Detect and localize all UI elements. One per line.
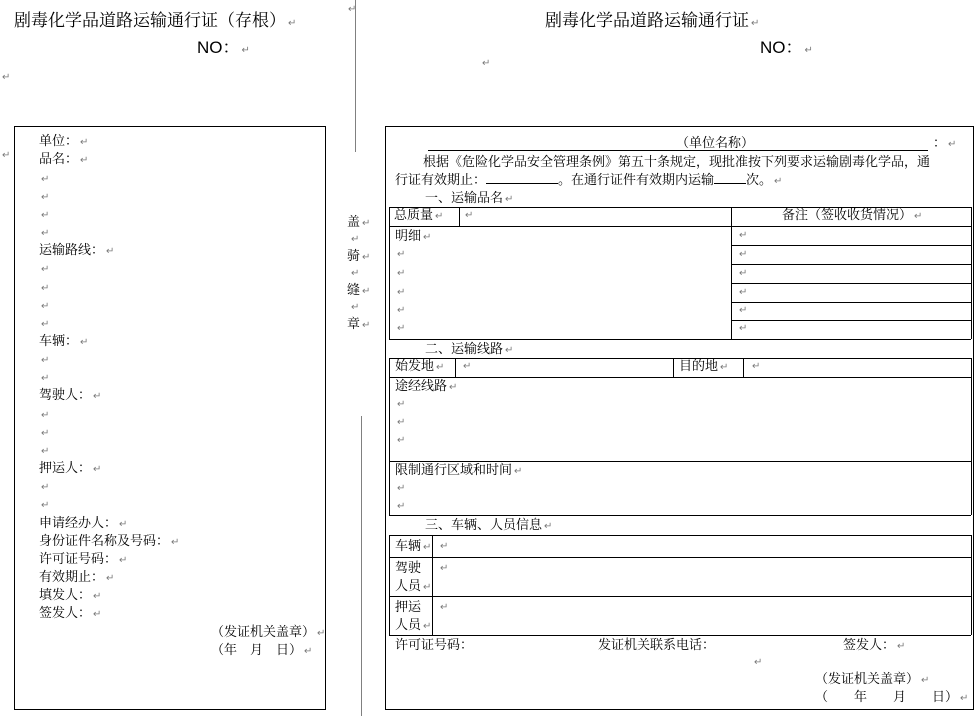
remarks-header: 备注（签收收货情况） ↵: [782, 208, 923, 223]
origin-label: 始发地 ↵: [395, 359, 445, 374]
stub-id-doc-label: 身份证件名称及号码： ↵: [39, 534, 180, 549]
stub-unit-label: 单位： ↵: [39, 134, 89, 149]
destination-label: 目的地 ↵: [679, 359, 729, 374]
driver-label-1: 驾驶: [395, 561, 422, 576]
permit-title: 剧毒化学品道路运输通行证 ↵: [545, 11, 760, 31]
stub-issuer-label: 签发人： ↵: [39, 606, 102, 621]
stub-vehicle-label: 车辆： ↵: [39, 334, 89, 349]
seam-char-4: 章 ↵: [347, 317, 371, 332]
seam-char-2: 骑 ↵: [347, 249, 371, 264]
stub-permit-no-label: 许可证号码： ↵: [39, 552, 128, 567]
stub-no-label: NO： ↵: [197, 38, 250, 57]
section1-title: 一、运输品名 ↵: [425, 191, 514, 206]
permit-seal-text: （发证机关盖章） ↵: [815, 672, 930, 687]
stub-box: 单位： ↵ 品名： ↵ ↵ ↵ ↵ ↵ 运输路线： ↵ ↵ ↵ ↵ ↵ 车辆： ↵ ↵ ↵ 驾驶人： ↵ ↵ ↵ ↵ 押运人： ↵ ↵ ↵ 申请经办人： ↵ 身份证件名称及号码： ↵ 许可证号码： ↵ 有效期止： ↵ 填发人： ↵ 签发人： ↵ （发证机关盖章） ↵ （年 月 日） ↵: [14, 126, 326, 710]
escort-label-1: 押运: [395, 600, 422, 615]
stub-validity-label: 有效期止： ↵: [39, 570, 115, 585]
stub-applicant-label: 申请经办人： ↵: [39, 516, 128, 531]
stub-product-label: 品名： ↵: [39, 152, 89, 167]
via-route-label: 途经线路 ↵: [395, 379, 458, 394]
issuer-label: 签发人： ↵: [843, 638, 906, 653]
permit-no-footer-label: 许可证号码：: [395, 638, 474, 653]
unit-name-colon: ： ↵: [933, 136, 957, 151]
permit-no-label: NO： ↵: [760, 38, 813, 57]
stub-escort-label: 押运人： ↵: [39, 461, 102, 476]
stub-filler-label: 填发人： ↵: [39, 588, 102, 603]
seam-char-3: 缝 ↵: [347, 283, 371, 298]
intro-line-2: 行证有效期止： 。在通行证件有效期内运输 次。 ↵: [395, 173, 783, 188]
stub-driver-label: 驾驶人： ↵: [39, 388, 102, 403]
paragraph-mark: ↵: [2, 72, 11, 83]
vehicle-label: 车辆 ↵: [395, 539, 432, 554]
section2-title: 二、运输线路 ↵: [425, 342, 514, 357]
section3-title: 三、车辆、人员信息 ↵: [425, 518, 553, 533]
paragraph-mark: ↵: [2, 150, 11, 161]
escort-label-2: 人员 ↵: [395, 618, 432, 633]
paragraph-mark: ↵: [348, 4, 357, 15]
driver-label-2: 人员 ↵: [395, 579, 432, 594]
stub-route-label: 运输路线： ↵: [39, 243, 115, 258]
total-weight-label: 总质量 ↵: [394, 208, 444, 223]
permit-date-text: （ 年 月 日） ↵: [815, 690, 969, 705]
intro-line-1: 根据《危险化学品安全管理条例》第五十条规定，现批准按下列要求运输剧毒化学品，通: [423, 155, 931, 170]
stub-seal-text: （发证机关盖章） ↵: [211, 625, 326, 640]
seam-line-bottom: [361, 416, 362, 716]
stub-date-text: （年 月 日） ↵: [211, 643, 313, 658]
detail-label: 明细 ↵: [395, 229, 432, 244]
restricted-area-label: 限制通行区域和时间 ↵: [395, 463, 523, 478]
stub-title: 剧毒化学品道路运输通行证（存根） ↵: [14, 11, 297, 31]
seam-line-top: [355, 0, 356, 152]
unit-name-label: （单位名称）: [676, 136, 755, 151]
phone-label: 发证机关联系电话：: [598, 638, 716, 653]
seam-char-1: 盖 ↵: [347, 215, 371, 230]
